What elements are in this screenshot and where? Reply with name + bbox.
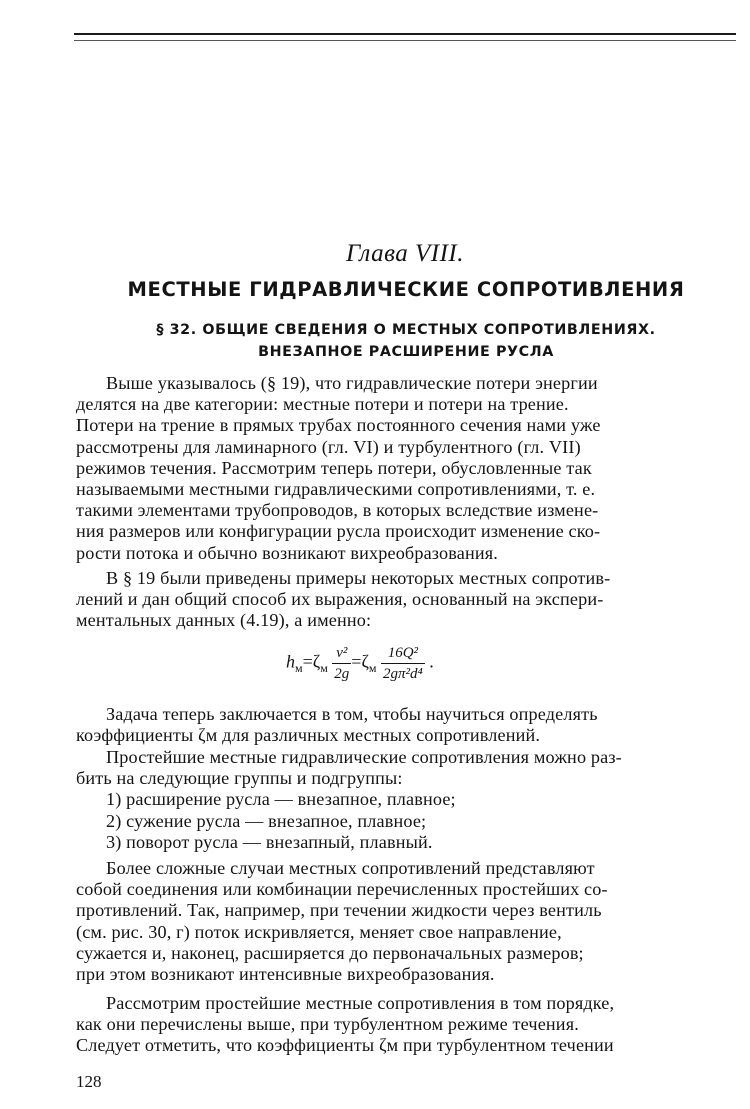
text-line: Более сложные случаи местных сопротивлений представляют bbox=[106, 858, 595, 878]
list-item: 1) расширение русла — внезапное, плавное; bbox=[106, 789, 456, 810]
paragraph-examples bbox=[76, 568, 736, 632]
fraction-1-numerator: v² bbox=[332, 643, 351, 664]
formula-zeta-sub2: м bbox=[368, 661, 377, 676]
text-line: такими элементами трубопроводов, в которых вследствие измене- bbox=[76, 500, 599, 521]
text-line: коэффициенты ζм для различных местных сопротивлений. bbox=[76, 725, 541, 746]
text-line: называемыми местными гидравлическими сопротивлениями, т. е. bbox=[76, 479, 596, 500]
paragraph-complex-cases bbox=[76, 858, 736, 985]
text-line: противлений. Так, например, при течении жидкости через вентиль bbox=[76, 900, 602, 921]
text-line: Следует отметить, что коэффициенты ζм при турбулентном течении bbox=[76, 1035, 614, 1056]
text-line: лений и дан общий способ их выражения, основанный на экспери- bbox=[76, 589, 604, 610]
formula-lhs-sub: м bbox=[295, 661, 303, 676]
formula-tail: . bbox=[429, 651, 434, 672]
text-line: при этом возникают интенсивные вихреобразования. bbox=[76, 964, 495, 985]
header-rule bbox=[74, 33, 736, 35]
section-title-line1: § 32. ОБЩИЕ СВЕДЕНИЯ О МЕСТНЫХ СОПРОТИВЛЕНИЯХ. bbox=[156, 322, 656, 338]
paragraph-turbulent bbox=[76, 993, 736, 1057]
formula-local-losses bbox=[286, 643, 434, 693]
formula-eq1: =ζ bbox=[302, 651, 321, 672]
text-line: сужается и, наконец, расширяется до первоначальных размеров; bbox=[76, 942, 584, 963]
text-line: В § 19 были приведены примеры некоторых местных сопротив- bbox=[106, 568, 611, 588]
text-line: бить на следующие группы и подгруппы: bbox=[76, 768, 403, 789]
fraction-2-numerator: 16Q² bbox=[381, 643, 425, 664]
paragraph-task bbox=[76, 704, 736, 746]
paragraph-groups bbox=[76, 747, 736, 853]
text-line: рассмотрены для ламинарного (гл. VI) и турбулентного (гл. VII) bbox=[76, 436, 581, 457]
page-number: 128 bbox=[76, 1072, 102, 1091]
text-line: Задача теперь заключается в том, чтобы научиться определять bbox=[106, 704, 598, 724]
text-line: делятся на две категории: местные потери и потери на трение. bbox=[76, 394, 569, 415]
section-title bbox=[76, 319, 736, 363]
list-item: 2) сужение русла — внезапное, плавное; bbox=[106, 810, 427, 831]
fraction-2-denominator: 2gπ²d⁴ bbox=[383, 666, 423, 682]
text-line: собой соединения или комбинации перечисленных простейших со- bbox=[76, 879, 608, 900]
text-line: (см. рис. 30, г) поток искривляется, меняет свое направление, bbox=[76, 921, 562, 942]
header-rule-secondary bbox=[74, 40, 736, 41]
formula-fraction-1 bbox=[332, 643, 351, 684]
formula-zeta-sub1: м bbox=[320, 661, 328, 676]
chapter-title: МЕСТНЫЕ ГИДРАВЛИЧЕСКИЕ СОПРОТИВЛЕНИЯ bbox=[127, 278, 685, 301]
text-line: рости потока и обычно возникают вихреобразования. bbox=[76, 542, 498, 563]
text-line: как они перечислены выше, при турбулентном режиме течения. bbox=[76, 1014, 579, 1035]
text-line: Выше указывалось (§ 19), что гидравлические потери энергии bbox=[106, 373, 598, 393]
list-item: 3) поворот русла — внезапный, плавный. bbox=[106, 831, 433, 852]
chapter-label: Глава VIII. bbox=[345, 240, 465, 267]
formula-fraction-2 bbox=[381, 643, 425, 684]
text-line: Потери на трение в прямых трубах постоянного сечения нами уже bbox=[76, 415, 601, 436]
formula-eq2: =ζ bbox=[351, 651, 369, 672]
text-line: ния размеров или конфигурации русла происходит изменение ско- bbox=[76, 521, 601, 542]
text-line: Простейшие местные гидравлические сопротивления можно раз- bbox=[106, 747, 622, 767]
paragraph-intro bbox=[76, 373, 736, 564]
text-line: ментальных данных (4.19), а именно: bbox=[76, 610, 372, 631]
text-line: Рассмотрим простейшие местные сопротивления в том порядке, bbox=[106, 993, 615, 1013]
text-line: режимов течения. Рассмотрим теперь потери, обусловленные так bbox=[76, 457, 592, 478]
formula-lhs: h bbox=[286, 651, 295, 672]
fraction-1-denominator: 2g bbox=[334, 666, 350, 682]
section-title-line2: ВНЕЗАПНОЕ РАСШИРЕНИЕ РУСЛА bbox=[258, 344, 554, 360]
